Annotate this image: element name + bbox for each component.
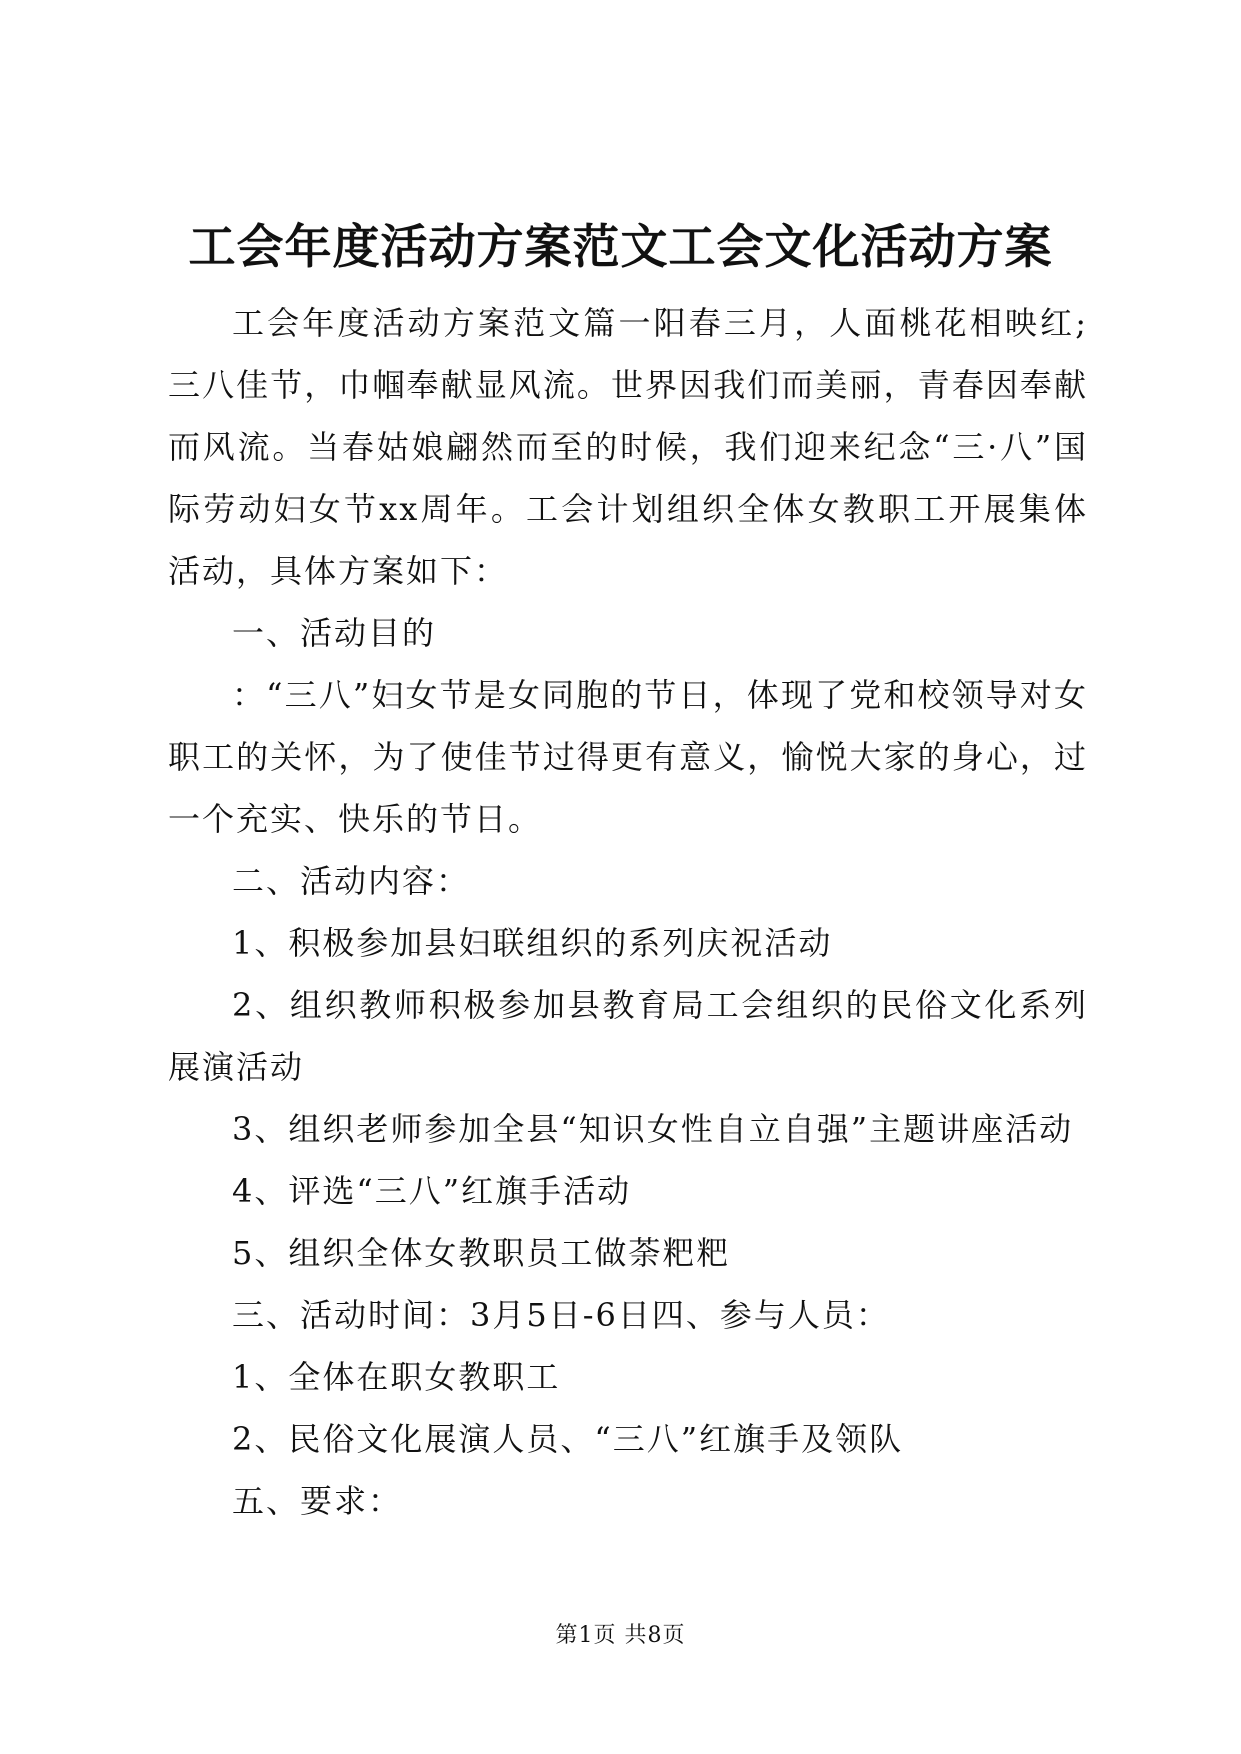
document-body — [168, 292, 1088, 1532]
section-heading-content: 二、活动内容： — [232, 862, 471, 900]
content-item: 1、积极参加县妇联组织的系列庆祝活动 — [232, 924, 833, 962]
intro-paragraph: 工会年度活动方案范文篇一阳春三月，人面桃花相映红;三八佳节，巾帼奉献显风流。世界因我们而美丽，青春因奉献而风流。当春姑娘翩然而至的时候，我们迎来纪念“三·八”国际劳动妇女节xx周年。工会计划组织全体女教职工开展集体活动，具体方案如下： — [168, 304, 1088, 590]
purpose-paragraph: ：“三八”妇女节是女同胞的节日，体现了党和校领导对女职工的关怀，为了使佳节过得更有意义，愉悦大家的身心，过一个充实、快乐的节日。 — [168, 676, 1088, 838]
content-item: 5、组织全体女教职员工做荼粑粑 — [232, 1234, 731, 1272]
participant-item: 2、民俗文化展演人员、“三八”红旗手及领队 — [232, 1420, 904, 1458]
section-heading-purpose: 一、活动目的 — [232, 614, 437, 652]
participant-item: 1、全体在职女教职工 — [232, 1358, 561, 1396]
content-item: 2、组织教师积极参加县教育局工会组织的民俗文化系列展演活动 — [168, 986, 1088, 1086]
section-heading-time: 三、活动时间：3月5日-6日四、参与人员： — [232, 1296, 890, 1334]
section-heading-requirements: 五、要求： — [232, 1482, 403, 1520]
page-footer: 第1页 共8页 — [555, 1623, 686, 1648]
content-item: 4、评选“三八”红旗手活动 — [232, 1172, 632, 1210]
document-title: 工会年度活动方案范文工会文化活动方案 — [188, 220, 1053, 275]
content-item: 3、组织老师参加全县“知识女性自立自强”主题讲座活动 — [232, 1110, 1074, 1148]
